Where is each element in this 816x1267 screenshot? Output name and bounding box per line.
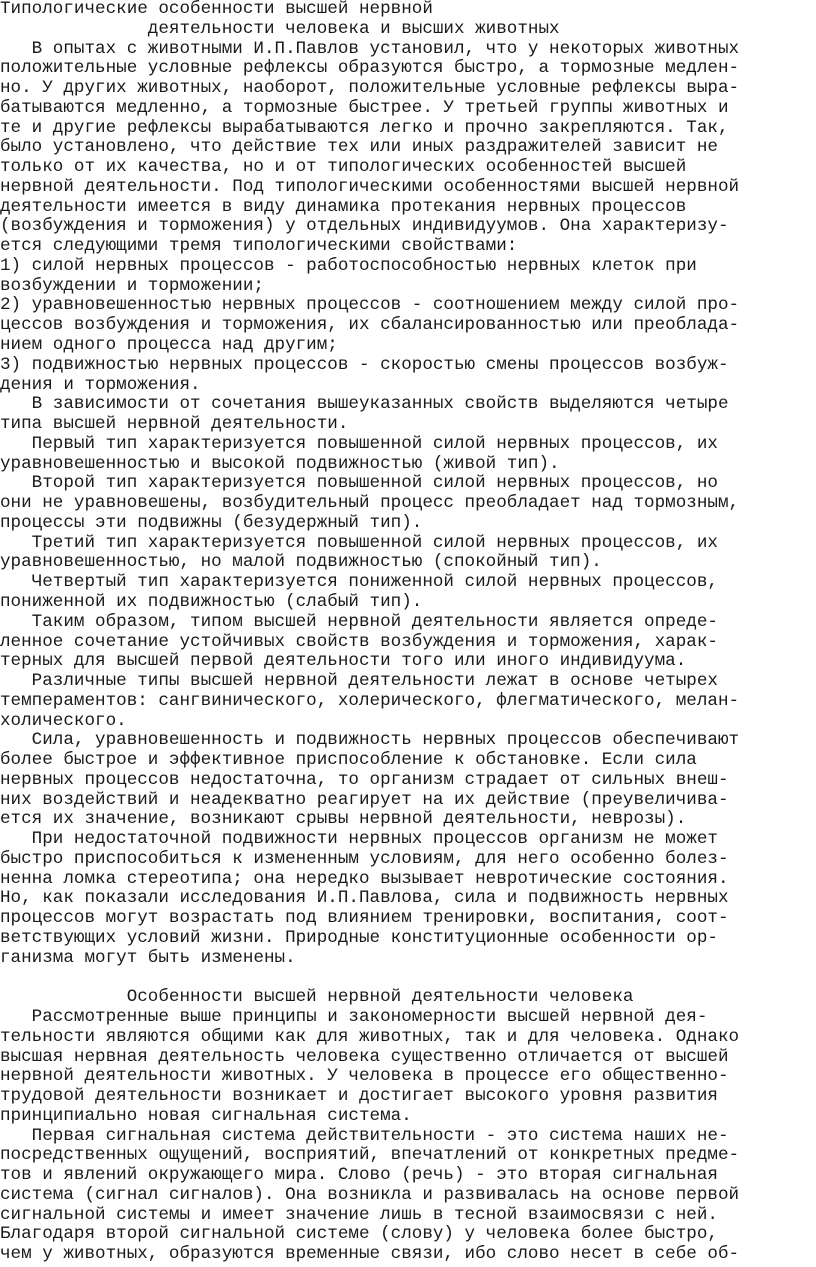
text-line: ветствующих условий жизни. Природные конституционные особенности ор- [0,927,718,948]
text-line: ется их значение, возникают срывы нервной деятельности, неврозы). [0,809,687,830]
text-line: Первая сигнальная система действительности - это система наших не- [0,1125,729,1146]
text-line: 2) уравновешенностью нервных процессов - соотношением между силой про- [0,295,740,316]
text-line: дения и торможения. [0,374,201,395]
text-line: тельности являются общими как для животных, так и для человека. Однако [0,1026,740,1047]
text-line: уравновешенностью и высокой подвижностью (живой тип). [0,453,560,474]
text-line: те и другие рефлексы вырабатываются легко и прочно закрепляются. Так, [0,117,729,138]
text-line: 3) подвижностью нервных процессов - скоростью смены процессов возбуж- [0,354,729,375]
text-line: система (сигнал сигналов). Она возникла и развивалась на основе первой [0,1184,740,1205]
text-line: но. У других животных, наоборот, положительные условные рефлексы выра- [0,78,740,99]
text-line: Первый тип характеризуется повышенной силой нервных процессов, их [0,433,718,454]
text-line: Таким образом, типом высшей нервной деятельности является опреде- [0,611,718,632]
text-line: процессы эти подвижны (безудержный тип). [0,512,423,533]
text-line: ленное сочетание устойчивых свойств возбуждения и торможения, харак- [0,631,718,652]
text-line: Четвертый тип характеризуется пониженной силой нервных процессов, [0,572,718,593]
text-line: 1) силой нервных процессов - работоспособностью нервных клеток при [0,255,697,276]
text-line: В зависимости от сочетания вышеуказанных свойств выделяются четыре [0,394,729,415]
text-line: При недостаточной подвижности нервных процессов организм не может [0,829,718,850]
text-line: ганизма могут быть изменены. [0,947,296,968]
text-line: холического. [0,710,127,731]
text-line: трудовой деятельности возникает и достигает высокого уровня развития [0,1086,718,1107]
text-line: процессов могут возрастать под влиянием тренировки, воспитания, соот- [0,908,729,929]
text-line: темпераментов: сангвинического, холерического, флегматического, мелан- [0,690,740,711]
text-line: только от их качества, но и от типологических особенностей высшей [0,157,687,178]
section-heading: Особенности высшей нервной деятельности человека [0,987,634,1008]
text-line: высшая нервная деятельность человека существенно отличается от высшей [0,1046,729,1067]
text-line: посредственных ощущений, восприятий, впечатлений от конкретных предме- [0,1145,740,1166]
text-line: пониженной их подвижностью (слабый тип). [0,591,423,612]
text-line: Но, как показали исследования И.П.Павлова, сила и подвижность нервных [0,888,729,909]
text-line: Различные типы высшей нервной деятельности лежат в основе четырех [0,671,718,692]
text-line: ненна ломка стереотипа; она нередко вызывает невротические состояния. [0,868,729,889]
text-line: цессов возбуждения и торможения, их сбалансированностью или преоблада- [0,315,740,336]
text-line: принципиально новая сигнальная система. [0,1105,412,1126]
text-line: нервных процессов недостаточна, то организм страдает от сильных внеш- [0,769,729,790]
text-line: терных для высшей первой деятельности того или иного индивидуума. [0,651,687,672]
text-line: деятельности имеется в виду динамика протекания нервных процессов [0,196,687,217]
section-typology [0,40,816,969]
text-line: Рассмотренные выше принципы и закономерности высшей нервной дея- [0,1007,708,1028]
text-line: В опытах с животными И.П.Павлов установил, что у некоторых животных [0,38,740,59]
text-line: более быстрое и эффективное приспособление к обстановке. Если сила [0,750,697,771]
text-line: сигнальной системы и имеет значение лишь в тесной взаимосвязи с ней. [0,1204,718,1225]
text-line: чем у животных, образуются временные связи, ибо слово несет в себе об- [0,1244,740,1265]
text-line: уравновешенностью, но малой подвижностью (спокойный тип). [0,552,602,573]
text-line: быстро приспособиться к измененным условиям, для него особенно болез- [0,848,729,869]
text-line: типа высшей нервной деятельности. [0,414,349,435]
text-line: тов и явлений окружающего мира. Слово (речь) - это вторая сигнальная [0,1165,718,1186]
text-line: было установлено, что действие тех или иных раздражителей зависит не [0,137,718,158]
text-line: них воздействий и неадекватно реагирует на их действие (преувеличива- [0,789,729,810]
text-line: батываются медленно, а тормозные быстрее. У третьей группы животных и [0,97,729,118]
text-line: нервной деятельности. Под типологическими особенностями высшей нервной [0,176,740,197]
text-line: Сила, уравновешенность и подвижность нервных процессов обеспечивают [0,730,740,751]
text-line: нием одного процесса над другим; [0,335,338,356]
section-human-features [0,1008,816,1265]
document-title-continued: деятельности человека и высших животных [0,18,560,39]
text-line: Второй тип характеризуется повышенной силой нервных процессов, но [0,473,718,494]
text-line: они не уравновешены, возбудительный процесс преобладает над тормозным, [0,493,740,514]
text-line: возбуждении и торможении; [0,275,264,296]
text-line: Третий тип характеризуется повышенной силой нервных процессов, их [0,532,718,553]
text-line: положительные условные рефлексы образуются быстро, а тормозные медлен- [0,58,740,79]
text-line: (возбуждения и торможения) у отдельных индивидуумов. Она характеризу- [0,216,729,237]
blank-line [0,969,816,989]
document-title: Типологические особенности высшей нервной [0,0,433,19]
text-line: ется следующими тремя типологическими свойствами: [0,236,518,257]
text-line: Благодаря второй сигнальной системе (слову) у человека более быстро, [0,1224,718,1245]
text-line: нервной деятельности животных. У человека в процессе его общественно- [0,1066,729,1087]
